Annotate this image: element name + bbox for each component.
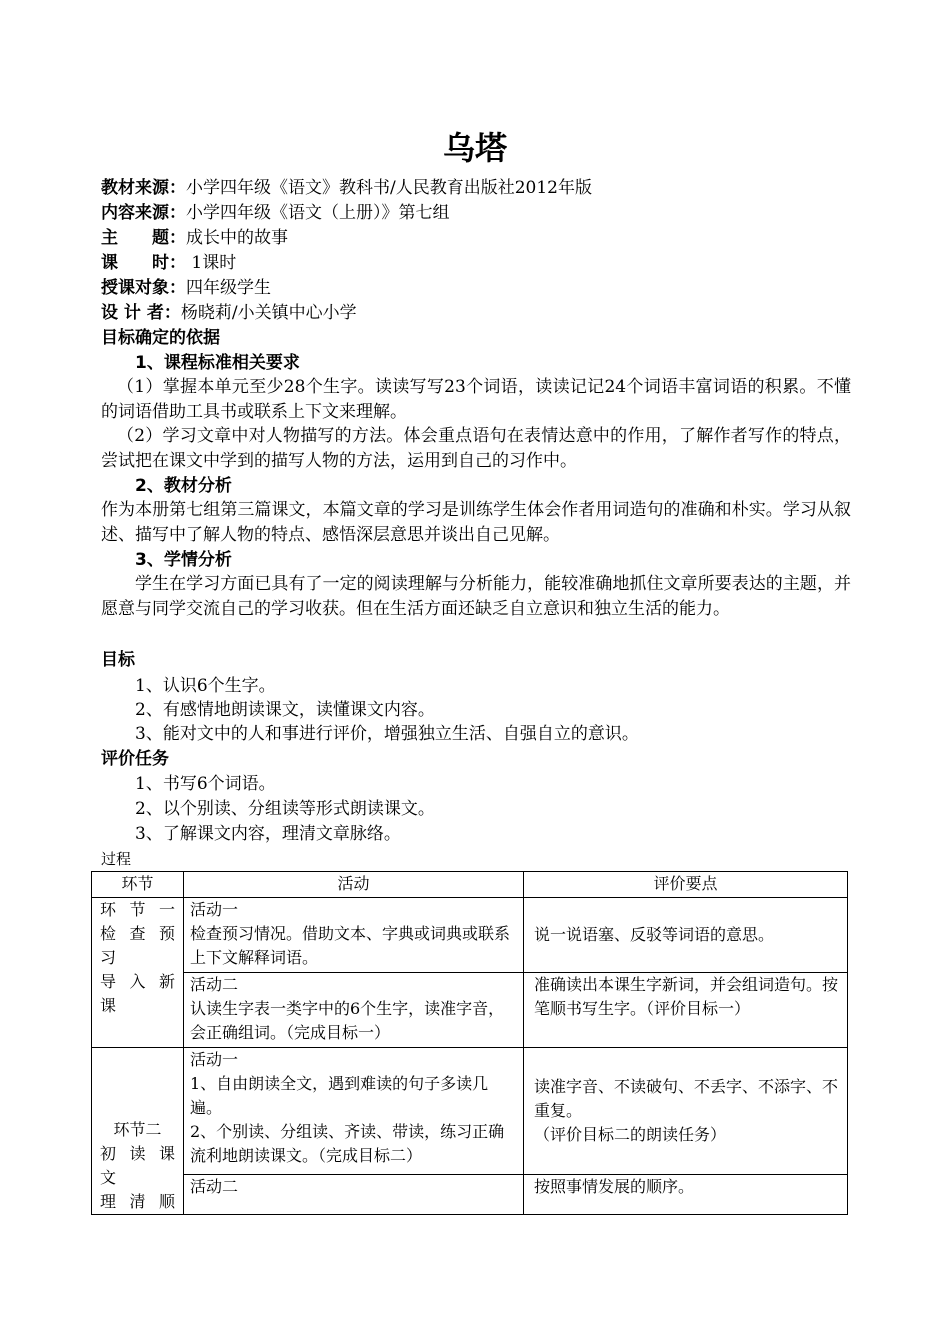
table-header-row: [92, 872, 848, 898]
meta-theme: [101, 226, 861, 251]
stage-line: 课: [100, 996, 117, 1015]
activity-text: 检查预习情况。借助文本、字典或词典或联系上下文解释词语。: [190, 924, 511, 967]
table-row: [92, 1048, 848, 1175]
stage-line: 导 入 新: [100, 972, 175, 991]
page-title: 乌塔: [442, 129, 507, 167]
process-label: 过程: [101, 850, 132, 868]
evaluation-cell: [524, 1048, 848, 1175]
stage-line: 习: [100, 948, 117, 967]
meta-source: [101, 176, 861, 201]
stage-cell: [92, 1048, 184, 1215]
section-heading: 1、课程标准相关要求: [135, 353, 300, 373]
task-item: 3、了解课文内容，理清文章脉络。: [135, 824, 401, 844]
stage-cell: [92, 898, 184, 1048]
meta-value: 杨晓莉/小关镇中心小学: [180, 303, 357, 323]
paragraph: 学生在学习方面已具有了一定的阅读理解与分析能力，能较准确地抓住文章所要表达的主题，并愿意与同学交流自己的学习收获。但在生活方面还缺乏自立意识和独立生活的能力。: [101, 574, 851, 619]
goals-heading: 目标: [101, 650, 135, 670]
stage-line: 环节一: [100, 900, 175, 919]
meta-label: 授课对象：: [101, 278, 186, 298]
meta-label: 主 题：: [101, 228, 186, 248]
section-heading: 2、教材分析: [135, 476, 232, 496]
meta-value: 小学四年级《语文》教科书/人民教育出版社2012年版: [186, 178, 592, 198]
meta-label: 设 计 者：: [101, 303, 181, 323]
meta-audience: [101, 276, 861, 301]
meta-content: [101, 201, 861, 226]
evaluation-text: 读准字音、不读破句、不丢字、不添字、不重复。: [534, 1077, 839, 1120]
activity-text: 认读生字表一类字中的6个生字，读准字音，会正确组词。（完成目标一）: [190, 999, 505, 1042]
table-row: [92, 1175, 848, 1215]
activity-title: 活动一: [190, 1050, 239, 1069]
stage-line: 初 读 课: [100, 1144, 175, 1163]
meta-value: 小学四年级《语文（上册）》第七组: [186, 203, 450, 223]
meta-period: [101, 251, 861, 276]
paragraph: （2）学习文章中对人物描写的方法。体会重点语句在表情达意中的作用，了解作者写作的特点，尝试把在课文中学到的描写人物的方法，运用到自己的习作中。: [101, 426, 851, 471]
paragraph: 作为本册第七组第三篇课文，本篇文章的学习是训练学生体会作者用词造句的准确和朴实。学习从叙述、描写中了解人物的特点、感悟深层意思并谈出自己见解。: [101, 500, 851, 545]
meta-designer: [101, 301, 861, 326]
goal-item: 1、认识6个生字。: [135, 676, 276, 696]
process-table: [91, 871, 848, 1215]
meta-value: 四年级学生: [186, 278, 271, 298]
table-row: [92, 898, 848, 973]
stage-line: 理 清 顺: [100, 1192, 175, 1211]
activity-text: 1、自由朗读全文，遇到难读的句子多读几遍。: [190, 1074, 489, 1117]
task-item: 2、以个别读、分组读等形式朗读课文。: [135, 799, 435, 819]
activity-text: 2、个别读、分组读、齐读、带读，练习正确流利地朗读课文。（完成目标二）: [190, 1122, 505, 1165]
meta-label: 内容来源：: [101, 203, 186, 223]
paragraph: （1）掌握本单元至少28个生字。读读写写23个词语，读读记记24个词语丰富词语的积累。不懂的词语借助工具书或联系上下文来理解。: [101, 377, 851, 422]
meta-value: 1课时: [186, 253, 237, 273]
activity-title: 活动二: [190, 1177, 239, 1196]
activity-cell: [184, 1175, 524, 1215]
table-row: [92, 973, 848, 1048]
meta-value: 成长中的故事: [186, 228, 288, 248]
stage-line: 文: [100, 1168, 117, 1187]
activity-cell: [184, 973, 524, 1048]
activity-cell: [184, 1048, 524, 1175]
meta-label: 课 时：: [101, 253, 186, 273]
task-item: 1、书写6个词语。: [135, 774, 276, 794]
activity-title: 活动一: [190, 900, 239, 919]
goal-item: 3、能对文中的人和事进行评价，增强独立生活、自强自立的意识。: [135, 724, 639, 744]
header-activity: 活动: [184, 872, 524, 898]
activity-cell: [184, 898, 524, 973]
stage-line: 检 查 预: [100, 924, 175, 943]
section-heading: 3、学情分析: [135, 550, 232, 570]
header-evaluation: 评价要点: [524, 872, 848, 898]
meta-label: 教材来源：: [101, 178, 186, 198]
goal-item: 2、有感情地朗读课文，读懂课文内容。: [135, 700, 435, 720]
basis-heading: 目标确定的依据: [101, 328, 220, 348]
tasks-heading: 评价任务: [101, 749, 169, 769]
header-stage: 环节: [92, 872, 184, 898]
stage-line: 环节二: [113, 1120, 162, 1139]
activity-title: 活动二: [190, 975, 239, 994]
evaluation-text: （评价目标二的朗读任务）: [534, 1125, 727, 1144]
evaluation-cell: 说一说语塞、反驳等词语的意思。: [524, 898, 848, 973]
evaluation-cell: 按照事情发展的顺序。: [524, 1175, 848, 1215]
evaluation-cell: 准确读出本课生字新词，并会组词造句。按笔顺书写生字。（评价目标一）: [524, 973, 848, 1048]
